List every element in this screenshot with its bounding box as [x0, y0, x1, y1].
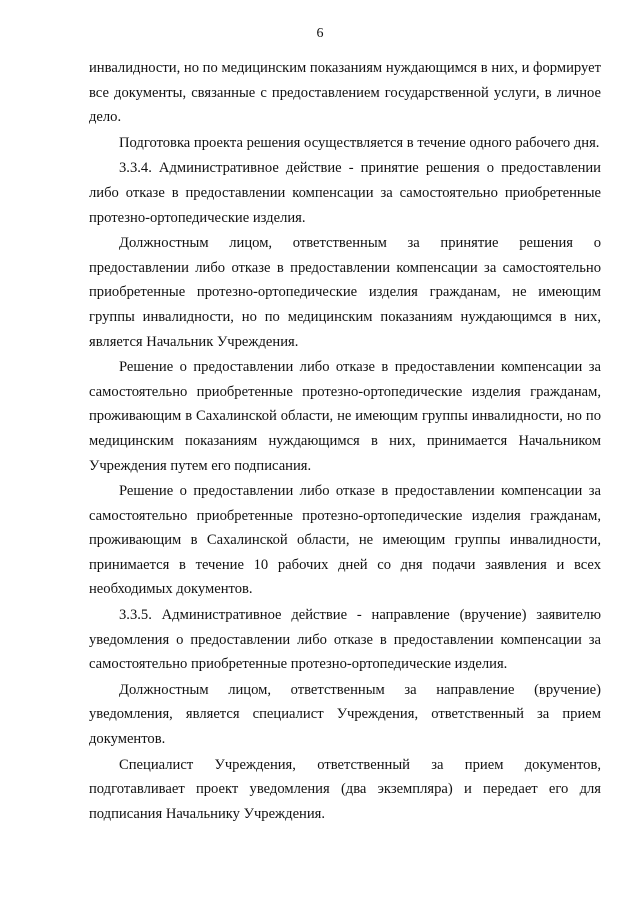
paragraph-responsible-official: Должностным лицом, ответственным за принятие решения о предоставлении либо отказе в предоставлении компенсации за самостоятельно приобретенные протезно-ортопедические изделия гражданам, не имеющим группы инвалидности, но по медицинским показаниям нуждающимся в них, является Начальник Учреждения.: [89, 235, 601, 350]
paragraph-decision-deadline: Решение о предоставлении либо отказе в предоставлении компенсации за самостоятельно приобретенные протезно-ортопедические изделия гражданам, проживающим в Сахалинской области, не имеющим группы инвалидности, принимается в течение 10 рабочих дней со дня подачи заявления и всех необходимых документов.: [89, 483, 601, 598]
paragraph-section-3-3-4: 3.3.4. Административное действие - принятие решения о предоставлении либо отказе в предоставлении компенсации за самостоятельно приобретенные протезно-ортопедические изделия.: [89, 160, 601, 226]
page-number: 6: [316, 26, 324, 41]
paragraph-continued: инвалидности, но по медицинским показаниям нуждающимся в них, и формирует все документы, связанные с предоставлением государственной услуги, в личное дело.: [89, 60, 601, 126]
paragraph-notification-preparation: Специалист Учреждения, ответственный за прием документов, подготавливает проект уведомления (два экземпляра) и передает его для подписания Начальнику Учреждения.: [89, 756, 601, 822]
paragraph-section-3-3-5: 3.3.5. Административное действие - направление (вручение) заявителю уведомления о предоставлении либо отказе в предоставлении компенсации за самостоятельно приобретенные протезно-ортопедические изделия.: [89, 607, 601, 673]
paragraph-preparation-deadline: Подготовка проекта решения осуществляется в течение одного рабочего дня.: [119, 134, 600, 151]
document-body: [89, 56, 601, 826]
paragraph-notification-official: Должностным лицом, ответственным за направление (вручение) уведомления, является специалист Учреждения, ответственный за прием документов.: [89, 681, 601, 748]
paragraph-decision-signing: Решение о предоставлении либо отказе в предоставлении компенсации за самостоятельно приобретенные протезно-ортопедические изделия гражданам, проживающим в Сахалинской области, не имеющим группы инвалидности, но по медицинским показаниям нуждающимся в них, принимается Начальником Учреждения путем его подписания.: [89, 359, 601, 474]
